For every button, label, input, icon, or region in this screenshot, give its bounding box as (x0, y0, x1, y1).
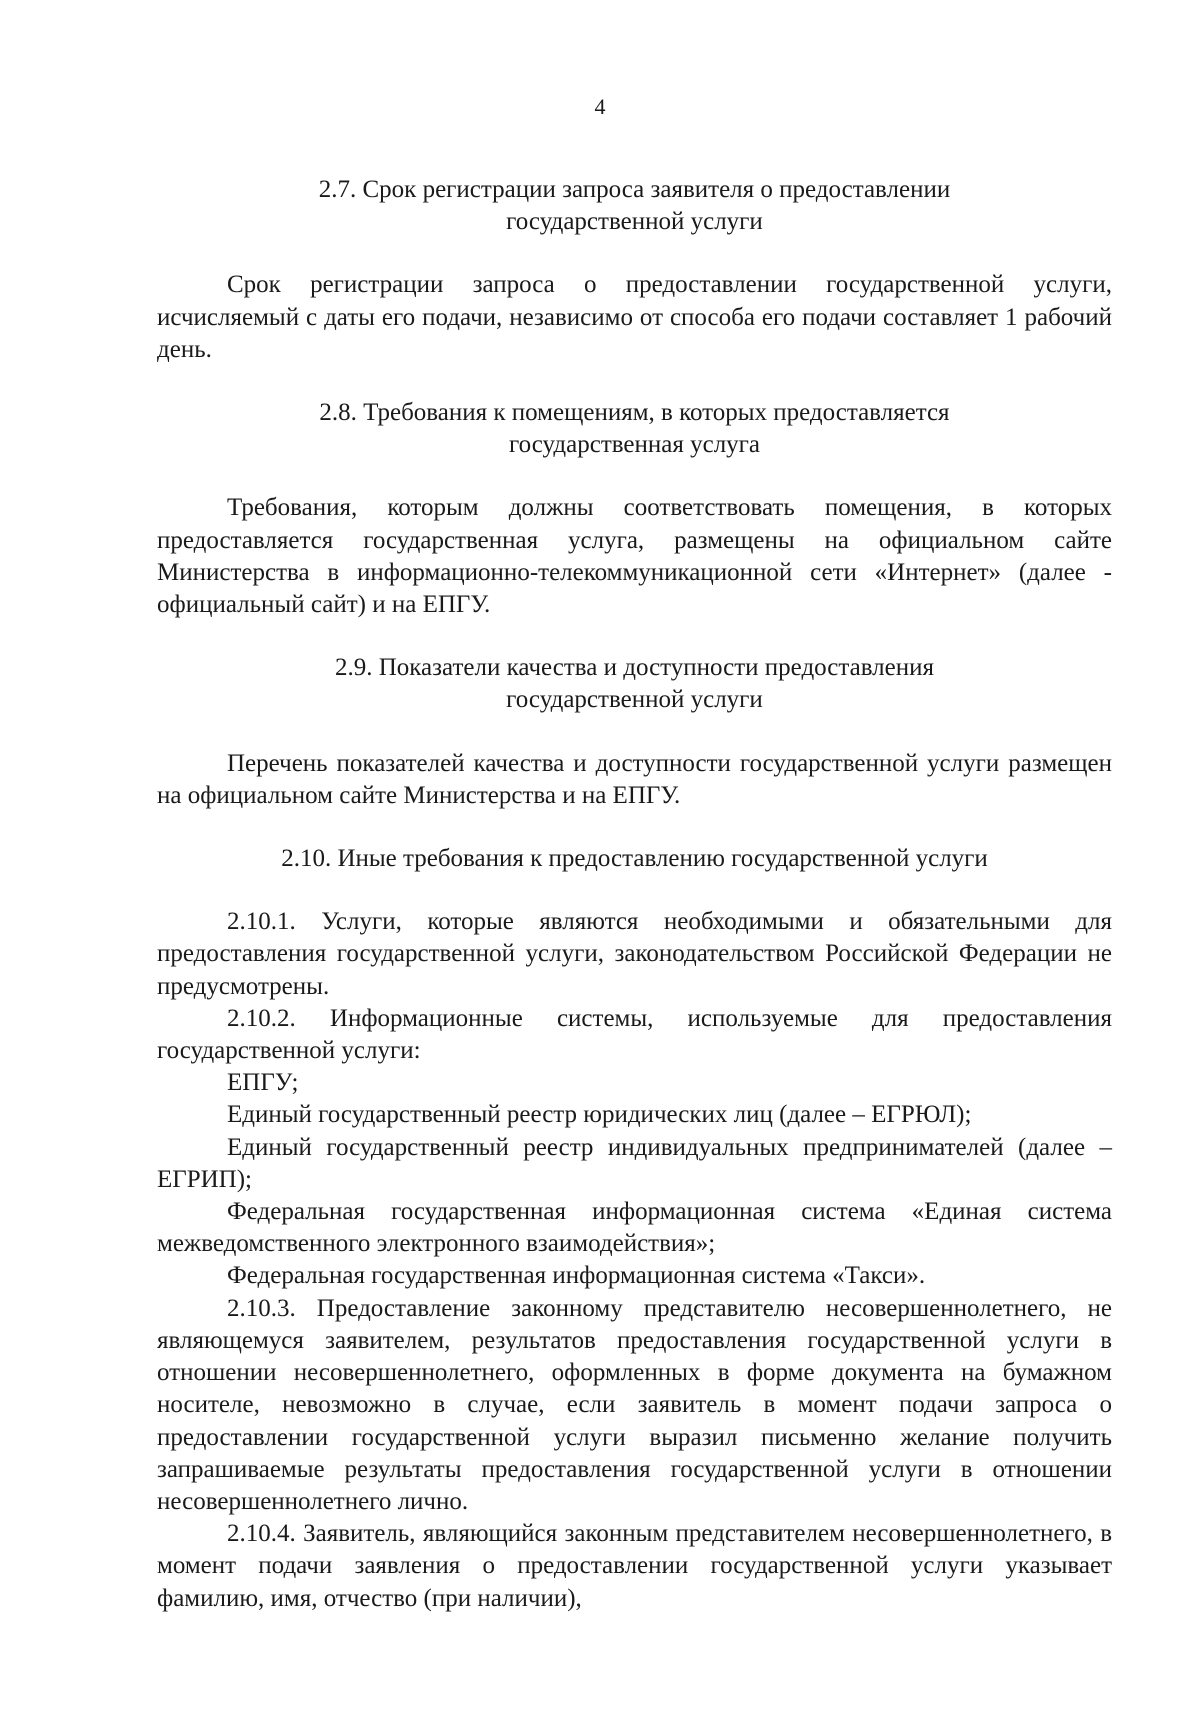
system-item: Единый государственный реестр индивидуальных предпринимателей (далее – ЕГРИП); (157, 1133, 1112, 1193)
heading-line: 2.9. Показатели качества и доступности предоставления (334, 654, 935, 682)
heading-line: государственной услуги (506, 686, 763, 714)
item-2-10-3: 2.10.3. Предоставление законному представителю несовершеннолетнего, не являющемуся заявителем, результатов предоставления государственной услуги в отношении несовершеннолетнего, оформленных в форме документа на бумажном носителе, невозможно в случае, если заявитель в момент подачи запроса о предоставлении государственной услуги выразил письменно желание получить запрашиваемые результаты предоставления государственной услуги в отношении несовершеннолетнего лично. (157, 1294, 1112, 1515)
system-item: Единый государственный реестр юридических лиц (далее – ЕГРЮЛ); (227, 1101, 972, 1129)
system-item: Федеральная государственная информационная система «Такси». (227, 1262, 926, 1290)
heading-line: 2.8. Требования к помещениям, в которых предоставляется (319, 399, 950, 427)
section-paragraph-2-8: Требования, которым должны соответствовать помещения, в которых предоставляется государственная услуга, размещены на официальном сайте Министерства в информационно-телекоммуникационной сети «Интернет» (далее - официальный сайт) и на ЕПГУ. (157, 494, 1112, 619)
section-paragraph-2-7: Срок регистрации запроса о предоставлении государственной услуги, исчисляемый с даты его подачи, независимо от способа его подачи составляет 1 рабочий день. (157, 271, 1112, 363)
heading-line: 2.7. Срок регистрации запроса заявителя о предоставлении (318, 176, 951, 203)
heading-line: государственной услуги (506, 208, 763, 236)
page-number: 4 (594, 94, 606, 119)
item-2-10-2: 2.10.2. Информационные системы, используемые для предоставления государственной услуги: (157, 1004, 1112, 1065)
section-heading-2-9 (157, 652, 1112, 716)
heading-line: 2.10. Иные требования к предоставлению государственной услуги (281, 845, 988, 873)
item-2-10-1: 2.10.1. Услуги, которые являются необходимыми и обязательными для предоставления государственной услуги, законодательством Российской Федерации не предусмотрены. (157, 908, 1112, 1000)
heading-line: государственная услуга (508, 431, 761, 459)
section-paragraph-2-9: Перечень показателей качества и доступности государственной услуги размещен на официальном сайте Министерства и на ЕПГУ. (157, 749, 1112, 809)
system-item: Федеральная государственная информационная система «Единая система межведомственного электронного взаимодействия»; (157, 1198, 1112, 1258)
section-heading-2-7 (157, 174, 1112, 238)
section-heading-2-10 (157, 843, 1112, 875)
item-2-10-4: 2.10.4. Заявитель, являющийся законным представителем несовершеннолетнего, в момент подачи заявления о предоставлении государственной услуги указывает фамилию, имя, отчество (при наличии), (157, 1520, 1112, 1612)
system-item: ЕПГУ; (227, 1069, 299, 1097)
document-body (157, 174, 1112, 1615)
section-heading-2-8 (157, 397, 1112, 461)
